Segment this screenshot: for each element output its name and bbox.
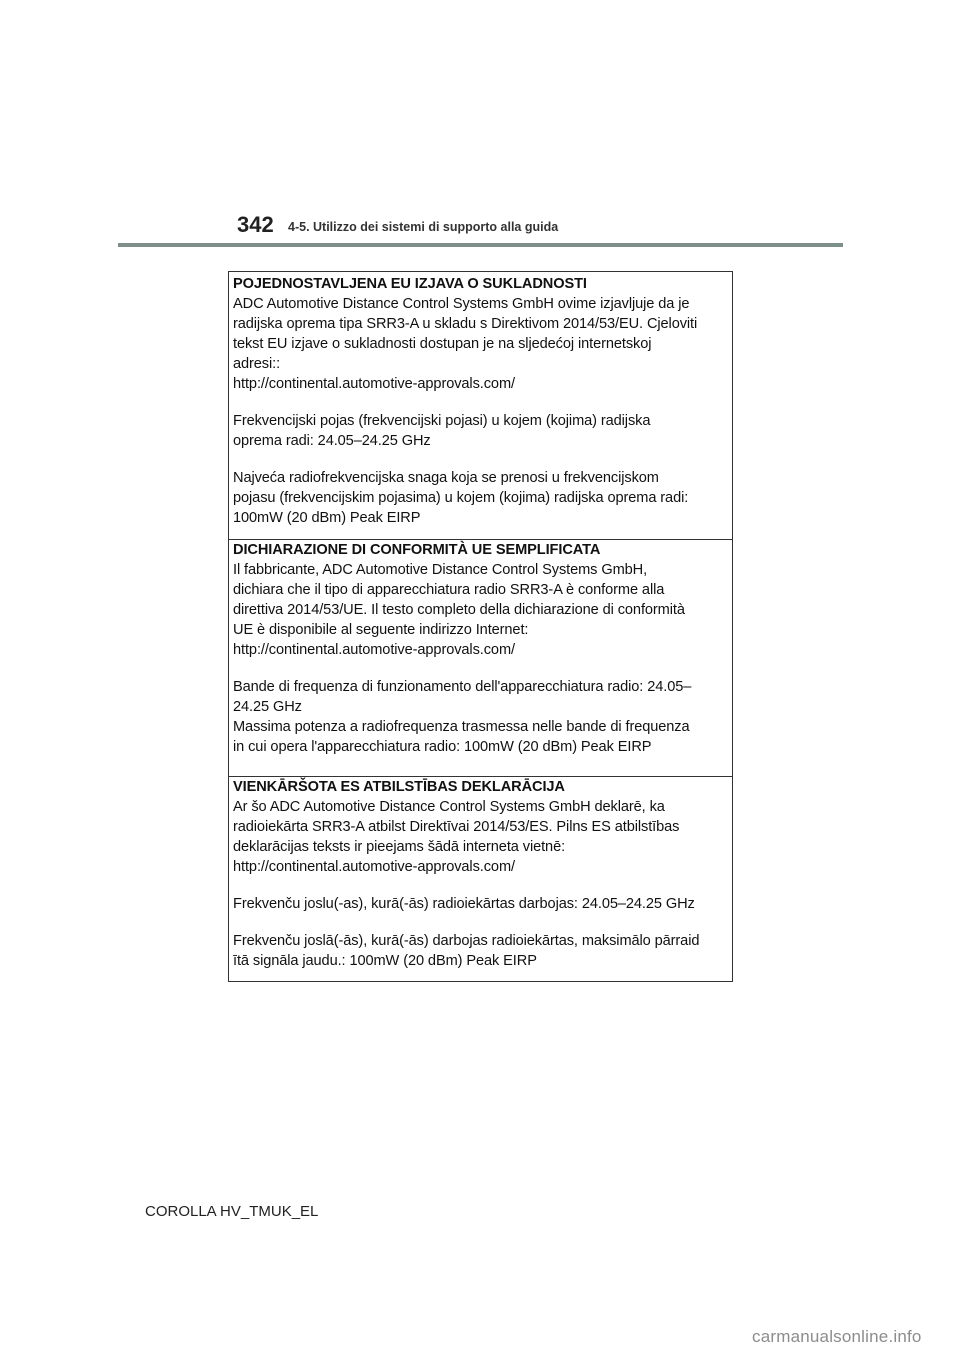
page-number: 342: [237, 212, 274, 237]
paragraph-spacer: [233, 914, 730, 931]
page-header: [0, 0, 960, 250]
declaration-paragraph: Frekvenču joslu(-as), kurā(-ās) radioiekārtas darbojas: 24.05–24.25 GHz: [233, 896, 695, 912]
declaration-croatian: [229, 274, 732, 538]
declaration-paragraph: Il fabbricante, ADC Automotive Distance Control Systems GmbH, dichiara che il tipo di apparecchiatura radio SRR3-A è conforme alla direttiva 2014/53/UE. Il testo completo della dichiarazione di conformità UE è disponibile al seguente indirizzo Internet: http://continental.automotive-approvals.com/: [233, 562, 685, 658]
paragraph-spacer: [233, 877, 730, 894]
header-divider: [118, 243, 843, 247]
declaration-box: [228, 271, 733, 982]
declaration-heading-latvian: VIENKĀRŠOTA ES ATBILSTĪBAS DEKLARĀCIJA: [233, 779, 565, 795]
declaration-italian: [229, 539, 732, 775]
declaration-paragraph: Ar šo ADC Automotive Distance Control Systems GmbH deklarē, ka radioiekārta SRR3-A atbilst Direktīvai 2014/53/ES. Pilns ES atbilstības deklarācijas teksts ir pieejams šādā interneta vietnē: http://continental.automotive-approvals.com/: [233, 799, 680, 875]
declaration-heading-italian: DICHIARAZIONE DI CONFORMITÀ UE SEMPLIFICATA: [233, 542, 601, 558]
declaration-paragraph: ADC Automotive Distance Control Systems GmbH ovime izjavljuje da je radijska oprema tipa SRR3-A u skladu s Direktivom 2014/53/EU. Cjeloviti tekst EU izjave o sukladnosti dostupan je na sljedećoj internetskoj adresi:: http://continental.automotive-approvals.com/: [233, 296, 698, 392]
declaration-heading-croatian: POJEDNOSTAVLJENA EU IZJAVA O SUKLADNOSTI: [233, 276, 587, 292]
paragraph-spacer: [233, 394, 730, 411]
watermark: carmanualsonline.info: [752, 1327, 922, 1346]
paragraph-spacer: [233, 660, 730, 677]
section-title: 4-5. Utilizzo dei sistemi di supporto alla guida: [288, 220, 559, 234]
declaration-paragraph: Frekvencijski pojas (frekvencijski pojasi) u kojem (kojima) radijska oprema radi: 24.05–24.25 GHz: [233, 413, 651, 449]
declaration-paragraph: Frekvenču joslā(-ās), kurā(-ās) darbojas radioiekārtas, maksimālo pārraid ītā signāla jaudu.: 100mW (20 dBm) Peak EIRP: [233, 933, 700, 969]
declaration-paragraph: Najveća radiofrekvencijska snaga koja se prenosi u frekvencijskom pojasu (frekvencijskim pojasima) u kojem (kojima) radijska oprema radi: 100mW (20 dBm) Peak EIRP: [233, 470, 689, 526]
declaration-latvian: [229, 776, 732, 980]
paragraph-spacer: [233, 451, 730, 468]
model-code: COROLLA HV_TMUK_EL: [145, 1203, 319, 1220]
declaration-paragraph: Bande di frequenza di funzionamento dell'apparecchiatura radio: 24.05– 24.25 GHz Massima potenza a radiofrequenza trasmessa nelle bande di frequenza in cui opera l'apparecchiatura radio: 100mW (20 dBm) Peak EIRP: [233, 679, 692, 755]
